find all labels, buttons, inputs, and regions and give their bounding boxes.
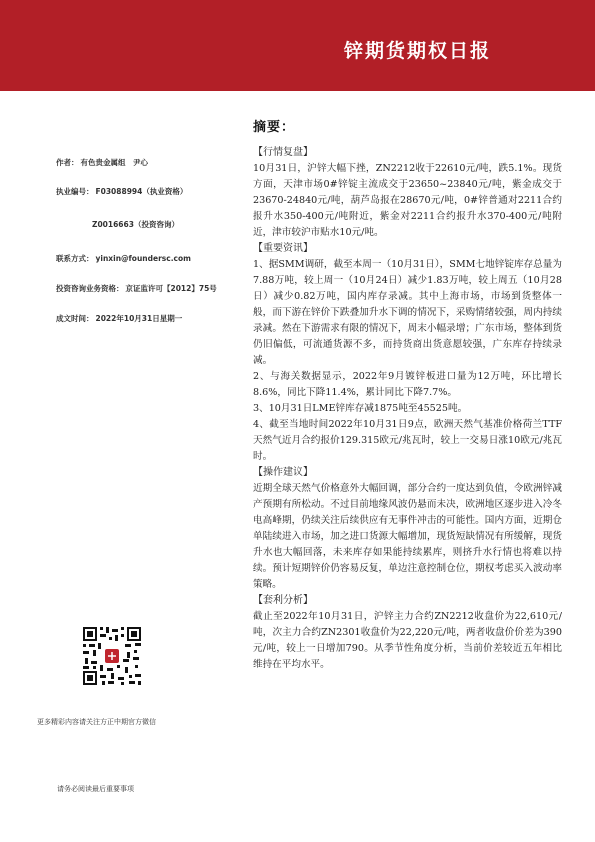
disclaimer-notice: 请务必阅读最后重要事项: [57, 785, 134, 793]
section-paragraph: 3、10月31日LME锌库存减1875吨至45525吨。: [253, 403, 468, 414]
contact-email[interactable]: yinxin@foundersc.com: [95, 254, 191, 263]
author-label: 作者：: [56, 158, 79, 167]
license-value: 京证监许可【2012】75号: [125, 284, 217, 293]
section-paragraph: 4、截至当地时间2022年10月31日9点，欧洲天然气基准价格荷兰TTF天然气近月合约报价129.315欧元/兆瓦时，较上一交易日涨10欧元/兆瓦时。: [253, 419, 562, 462]
section-title: 【套利分析】: [253, 595, 313, 606]
contact-label: 联系方式：: [56, 254, 94, 263]
registration-label: 执业编号：: [56, 187, 94, 196]
main-content: [253, 116, 562, 673]
section-paragraph: 2、与海关数据显示，2022年9月镀锌板进口量为12万吨，环比增长8.6%，同比下降11.4%，累计同比下降7.7%。: [253, 371, 562, 398]
abstract-heading: 摘要：: [253, 120, 296, 135]
report-title: 锌期货期权日报: [343, 40, 491, 62]
section-arbitrage-analysis: [253, 593, 562, 673]
section-market-review: [253, 145, 562, 241]
section-paragraph: 近期全球天然气价格意外大幅回调，部分合约一度达到负值，令欧洲锌减产预期有所松动。不过目前地缘风波仍悬而未决，欧洲地区逐步进入冷冬电高峰期，仍续关注后续供应有无事件冲击的可能性。国内方面，近期仓单陆续进入市场，加之进口货源大幅增加，现货短缺情况有所缓解，现货升水也大幅回落，未来库存如果能持续累库，则挤升水行情也将难以持续。预计短期锌价仍容易反复，单边注意控制仓位，期权考虑买入波动率策略。: [253, 483, 562, 590]
wechat-qr-code-icon[interactable]: [81, 625, 143, 687]
date-value: 2022年10月31日星期一: [95, 314, 183, 323]
author-value: 有色贵金属组 尹心: [80, 158, 148, 167]
section-paragraph: 截止至2022年10月31日，沪锌主力合约ZN2212收盘价为22,610元/吨，次主力合约ZN2301收盘价为22,220元/吨，两者收盘价价差为390元/吨，较上一日增加790。从季节性角度分析，当前价差较近五年相比维持在平均水平。: [253, 611, 562, 670]
license-line: [56, 283, 217, 294]
author-line: [56, 157, 148, 168]
registration-line-2: [92, 219, 179, 230]
date-line: [56, 313, 182, 324]
date-label: 成文时间：: [56, 314, 94, 323]
section-trading-advice: [253, 465, 562, 593]
section-key-news: [253, 241, 562, 465]
registration-line: [56, 186, 187, 197]
section-paragraph: 10月31日，沪锌大幅下挫，ZN2212收于22610元/吨，跌5.1%。现货方面，天津市场0#锌锭主流成交于23650~23840元/吨，紫金成交于23670-24840元/吨，葫芦岛报在28670元/吨，0#锌普通对2211合约报升水350-400元/吨附近，紫金对2211合约报升水370-400元/吨附近，津市较沪市贴水10元/吨。: [253, 163, 562, 238]
section-title: 【行情复盘】: [253, 147, 313, 158]
section-title: 【操作建议】: [253, 467, 313, 478]
registration-value-2: Z0016663（投资咨询）: [92, 220, 179, 229]
section-title: 【重要资讯】: [253, 243, 313, 254]
sidebar: [0, 91, 240, 842]
registration-value-1: F03088994（执业资格）: [95, 187, 188, 196]
contact-line: [56, 253, 191, 264]
section-paragraph: 1、据SMM调研，截至本周一（10月31日），SMM七地锌锭库存总量为7.88万吨，较上周一（10月24日）减少1.83万吨，较上周五（10月28日）减少0.82万吨，国内库存录减。其中上海市场，市场到货整体一般，而下游在锌价下跌叠加升水下调的情况下，采购情绪较强，周内持续录减。然在下游需求有限的情况下，周末小幅录增；广东市场，整体到货仍旧偏低，可流通货源不多，而持货商出货意愿较强，广东库存持续录减。: [253, 259, 562, 366]
license-label: 投资咨询业务资格：: [56, 284, 124, 293]
qr-caption: 更多精彩内容请关注方正中期官方微信: [37, 718, 156, 726]
header-band: [0, 0, 595, 91]
